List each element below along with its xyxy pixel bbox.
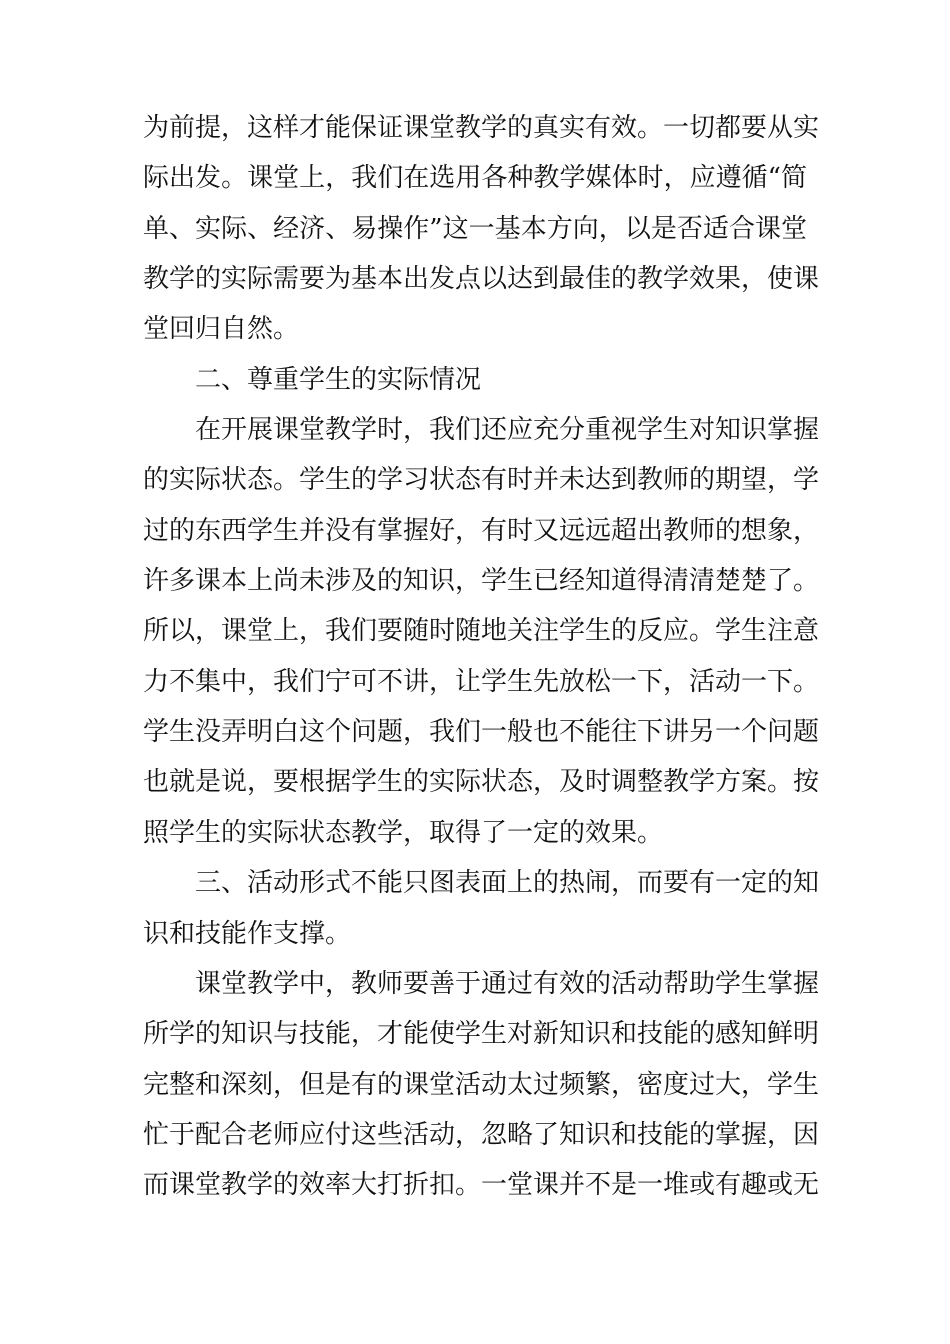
text-line: 照学生的实际状态教学，取得了一定的效果。 (143, 817, 664, 848)
text-line: 学生没弄明白这个问题，我们一般也不能往下讲另一个问题 (143, 717, 820, 748)
text-line: 在开展课堂教学时，我们还应充分重视学生对知识掌握 (195, 415, 820, 446)
text-line: 二、尊重学生的实际情况 (195, 364, 482, 395)
text-line: 教学的实际需要为基本出发点以达到最佳的教学效果，使课 (143, 264, 820, 295)
text-line: 为前提，这样才能保证课堂教学的真实有效。一切都要从实 (143, 113, 820, 143)
text-line: 过的东西学生并没有掌握好，有时又远远超出教师的想象， (143, 515, 820, 546)
text-line: 识和技能作支撑。 (143, 918, 352, 949)
text-line: 课堂教学中，教师要善于通过有效的活动帮助学生掌握 (195, 968, 820, 999)
text-line: 所以，课堂上，我们要随时随地关注学生的反应。学生注意 (143, 616, 820, 647)
document-body (143, 103, 820, 1211)
text-line: 所学的知识与技能，才能使学生对新知识和技能的感知鲜明 (143, 1019, 820, 1050)
text-line: 也就是说，要根据学生的实际状态，及时调整教学方案。按 (143, 767, 820, 798)
text-line: 三、活动形式不能只图表面上的热闹，而要有一定的知 (195, 868, 820, 899)
text-line: 堂回归自然。 (143, 314, 300, 345)
text-line: 力不集中，我们宁可不讲，让学生先放松一下，活动一下。 (143, 666, 820, 697)
text-line: 忙于配合老师应付这些活动，忽略了知识和技能的掌握，因 (143, 1119, 820, 1150)
text-line: 而课堂教学的效率大打折扣。一堂课并不是一堆或有趣或无 (143, 1170, 820, 1201)
text-line: 完整和深刻，但是有的课堂活动太过频繁，密度过大，学生 (143, 1069, 820, 1100)
text-line: 单、实际、经济、易操作”这一基本方向，以是否适合课堂 (143, 213, 807, 244)
text-line: 许多课本上尚未涉及的知识，学生已经知道得清清楚楚了。 (143, 566, 820, 597)
text-line: 际出发。课堂上，我们在选用各种教学媒体时，应遵循“简 (143, 163, 807, 194)
text-line: 的实际状态。学生的学习状态有时并未达到教师的期望，学 (143, 465, 820, 496)
